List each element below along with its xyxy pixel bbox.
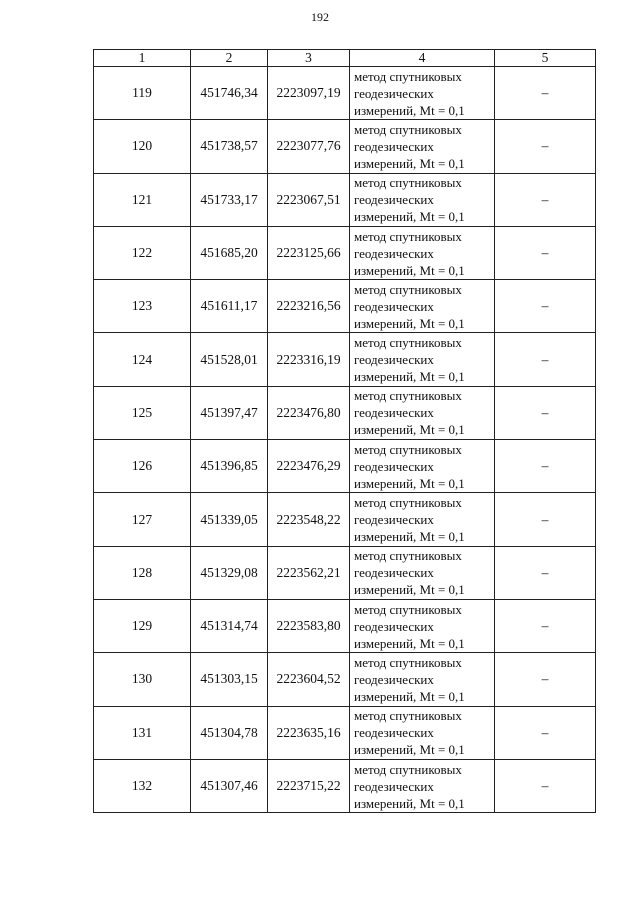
y-coordinate-cell: 2223715,22: [268, 759, 350, 812]
x-coordinate-cell: 451329,08: [191, 546, 268, 599]
note-cell: –: [495, 653, 596, 706]
y-coordinate-cell: 2223097,19: [268, 67, 350, 120]
method-line: измерений, Mt = 0,1: [354, 529, 465, 545]
y-coordinate-cell: 2223583,80: [268, 599, 350, 652]
point-number-cell: 131: [94, 706, 191, 759]
method-line: геодезических: [354, 618, 434, 634]
method-line: измерений, Mt = 0,1: [354, 369, 465, 385]
method-line: метод спутниковых: [354, 708, 462, 724]
note-cell: –: [495, 333, 596, 386]
method-line: геодезических: [354, 298, 434, 314]
note-cell: –: [495, 546, 596, 599]
point-number-cell: 125: [94, 386, 191, 439]
y-coordinate-cell: 2223316,19: [268, 333, 350, 386]
x-coordinate-cell: 451746,34: [191, 67, 268, 120]
method-line: геодезических: [354, 725, 434, 741]
method-line: измерений, Mt = 0,1: [354, 422, 465, 438]
note-cell: –: [495, 440, 596, 493]
method-line: метод спутниковых: [354, 548, 462, 564]
table-row: [94, 759, 596, 812]
y-coordinate-cell: 2223067,51: [268, 173, 350, 226]
table-header-row: [94, 50, 596, 67]
method-line: геодезических: [354, 405, 434, 421]
method-cell: [350, 280, 495, 333]
x-coordinate-cell: 451303,15: [191, 653, 268, 706]
note-cell: –: [495, 759, 596, 812]
y-coordinate-cell: 2223077,76: [268, 120, 350, 173]
note-cell: –: [495, 226, 596, 279]
method-line: измерений, Mt = 0,1: [354, 475, 465, 491]
y-coordinate-cell: 2223216,56: [268, 280, 350, 333]
table-row: [94, 120, 596, 173]
method-line: метод спутниковых: [354, 281, 462, 297]
y-coordinate-cell: 2223635,16: [268, 706, 350, 759]
method-cell: [350, 120, 495, 173]
method-cell: [350, 67, 495, 120]
point-number-cell: 127: [94, 493, 191, 546]
x-coordinate-cell: 451314,74: [191, 599, 268, 652]
x-coordinate-cell: 451339,05: [191, 493, 268, 546]
coordinates-table: [93, 49, 596, 813]
method-cell: [350, 599, 495, 652]
method-cell: [350, 546, 495, 599]
method-line: измерений, Mt = 0,1: [354, 262, 465, 278]
method-cell: [350, 493, 495, 546]
point-number-cell: 124: [94, 333, 191, 386]
method-line: измерений, Mt = 0,1: [354, 102, 465, 118]
method-cell: [350, 173, 495, 226]
point-number-cell: 132: [94, 759, 191, 812]
note-cell: –: [495, 386, 596, 439]
y-coordinate-cell: 2223476,29: [268, 440, 350, 493]
point-number-cell: 126: [94, 440, 191, 493]
table-row: [94, 280, 596, 333]
method-line: метод спутниковых: [354, 654, 462, 670]
column-header-5: 5: [495, 50, 596, 67]
method-line: геодезических: [354, 352, 434, 368]
method-cell: [350, 440, 495, 493]
page-number: 192: [311, 10, 329, 24]
method-cell: [350, 333, 495, 386]
column-header-4: 4: [350, 50, 495, 67]
method-cell: [350, 653, 495, 706]
note-cell: –: [495, 280, 596, 333]
method-line: метод спутниковых: [354, 495, 462, 511]
table-row: [94, 226, 596, 279]
point-number-cell: 129: [94, 599, 191, 652]
table-row: [94, 706, 596, 759]
x-coordinate-cell: 451397,47: [191, 386, 268, 439]
column-header-1: 1: [94, 50, 191, 67]
column-header-2: 2: [191, 50, 268, 67]
point-number-cell: 119: [94, 67, 191, 120]
point-number-cell: 121: [94, 173, 191, 226]
y-coordinate-cell: 2223476,80: [268, 386, 350, 439]
method-line: метод спутниковых: [354, 335, 462, 351]
y-coordinate-cell: 2223604,52: [268, 653, 350, 706]
method-line: геодезических: [354, 458, 434, 474]
x-coordinate-cell: 451396,85: [191, 440, 268, 493]
method-line: измерений, Mt = 0,1: [354, 688, 465, 704]
method-line: метод спутниковых: [354, 601, 462, 617]
y-coordinate-cell: 2223548,22: [268, 493, 350, 546]
table-row: [94, 653, 596, 706]
method-line: геодезических: [354, 138, 434, 154]
x-coordinate-cell: 451307,46: [191, 759, 268, 812]
method-line: метод спутниковых: [354, 441, 462, 457]
method-line: измерений, Mt = 0,1: [354, 742, 465, 758]
table-row: [94, 493, 596, 546]
method-line: измерений, Mt = 0,1: [354, 315, 465, 331]
method-line: измерений, Mt = 0,1: [354, 155, 465, 171]
note-cell: –: [495, 493, 596, 546]
point-number-cell: 122: [94, 226, 191, 279]
note-cell: –: [495, 706, 596, 759]
method-line: метод спутниковых: [354, 175, 462, 191]
column-header-3: 3: [268, 50, 350, 67]
x-coordinate-cell: 451738,57: [191, 120, 268, 173]
y-coordinate-cell: 2223562,21: [268, 546, 350, 599]
method-line: геодезических: [354, 512, 434, 528]
note-cell: –: [495, 173, 596, 226]
table-row: [94, 599, 596, 652]
y-coordinate-cell: 2223125,66: [268, 226, 350, 279]
method-line: метод спутниковых: [354, 388, 462, 404]
note-cell: –: [495, 67, 596, 120]
note-cell: –: [495, 120, 596, 173]
point-number-cell: 130: [94, 653, 191, 706]
method-line: геодезических: [354, 192, 434, 208]
method-line: метод спутниковых: [354, 68, 462, 84]
x-coordinate-cell: 451304,78: [191, 706, 268, 759]
method-line: измерений, Mt = 0,1: [354, 582, 465, 598]
method-line: геодезических: [354, 245, 434, 261]
method-line: геодезических: [354, 85, 434, 101]
method-line: геодезических: [354, 565, 434, 581]
table-row: [94, 173, 596, 226]
method-cell: [350, 386, 495, 439]
table-row: [94, 67, 596, 120]
table-row: [94, 333, 596, 386]
x-coordinate-cell: 451733,17: [191, 173, 268, 226]
point-number-cell: 123: [94, 280, 191, 333]
method-line: геодезических: [354, 778, 434, 794]
x-coordinate-cell: 451528,01: [191, 333, 268, 386]
point-number-cell: 120: [94, 120, 191, 173]
method-line: геодезических: [354, 671, 434, 687]
method-line: метод спутниковых: [354, 121, 462, 137]
method-cell: [350, 226, 495, 279]
method-line: измерений, Mt = 0,1: [354, 795, 465, 811]
x-coordinate-cell: 451685,20: [191, 226, 268, 279]
method-line: измерений, Mt = 0,1: [354, 635, 465, 651]
x-coordinate-cell: 451611,17: [191, 280, 268, 333]
table-row: [94, 546, 596, 599]
method-line: измерений, Mt = 0,1: [354, 209, 465, 225]
method-line: метод спутниковых: [354, 761, 462, 777]
method-line: метод спутниковых: [354, 228, 462, 244]
table-row: [94, 386, 596, 439]
note-cell: –: [495, 599, 596, 652]
point-number-cell: 128: [94, 546, 191, 599]
method-cell: [350, 759, 495, 812]
table-row: [94, 440, 596, 493]
method-cell: [350, 706, 495, 759]
